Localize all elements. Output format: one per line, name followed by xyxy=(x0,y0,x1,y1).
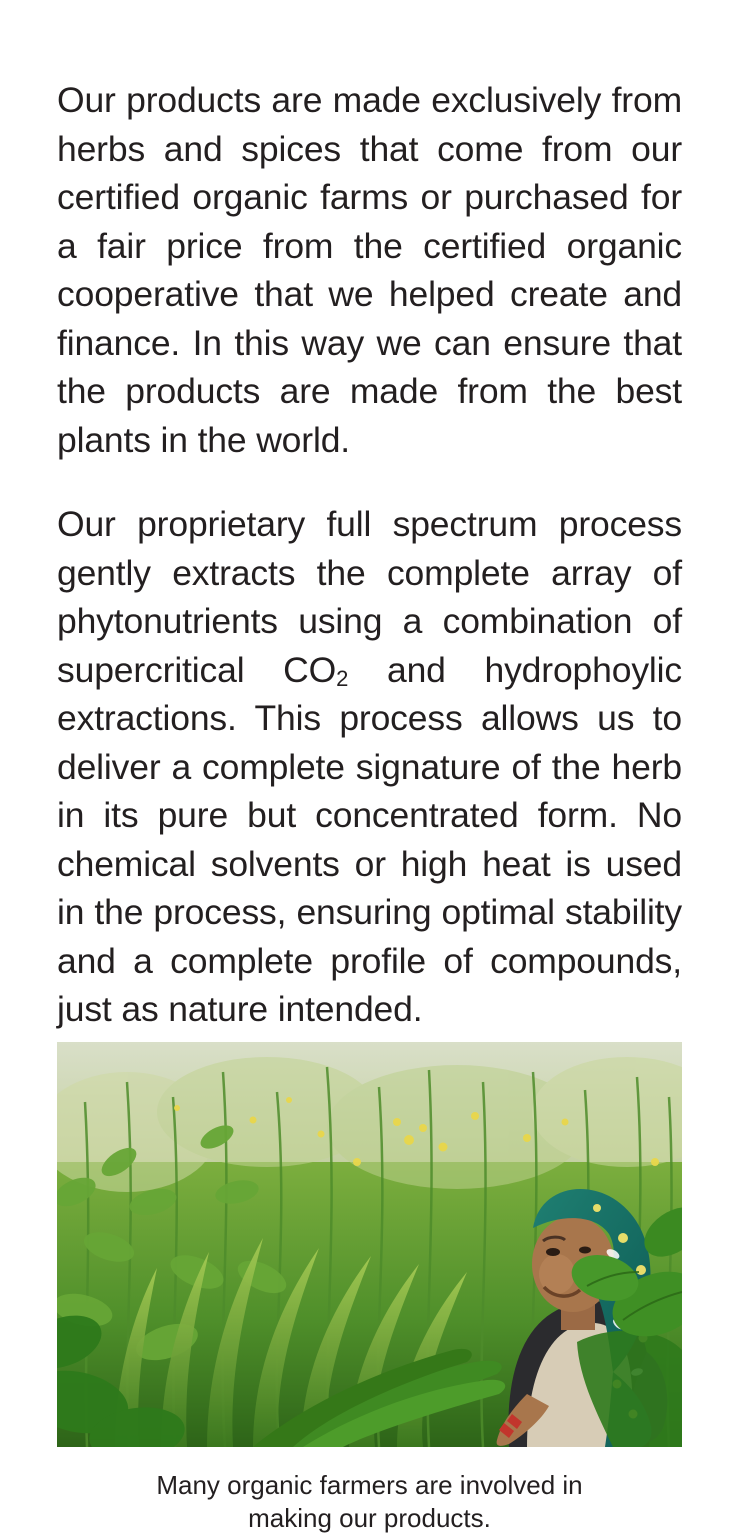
figure-organic-farmer xyxy=(57,1042,682,1535)
caption-line-1: Many organic farmers are involved in xyxy=(156,1469,583,1500)
paragraph-two-rest: and hydrophoylic extractions. This process allows us to deliver a complete signature of the herb in its pure but concentrated form. No chemical solvents or high heat is used in the process, ensuring optimal stability and a complete profile of compounds, just as nature intended. xyxy=(57,649,682,1029)
paragraph-two xyxy=(57,500,682,1034)
caption-line-2: making our products. xyxy=(248,1502,491,1533)
paragraph-one: Our products are made exclusively from herbs and spices that come from our certified organic farms or purchased for a fair price from the certified organic cooperative that we helped create and finance. In this way we can ensure that the products are made from the best plants in the world. xyxy=(57,80,682,460)
co2-subscript: 2 xyxy=(336,666,349,692)
photo-illustration xyxy=(57,1042,682,1447)
figure-caption xyxy=(57,1469,682,1535)
photo-organic-farmer xyxy=(57,1042,682,1447)
paragraph-two-start: Our proprietary full spectrum process gently extracts the complete array of phytonutrients using a combination of supercritical CO xyxy=(57,504,682,690)
